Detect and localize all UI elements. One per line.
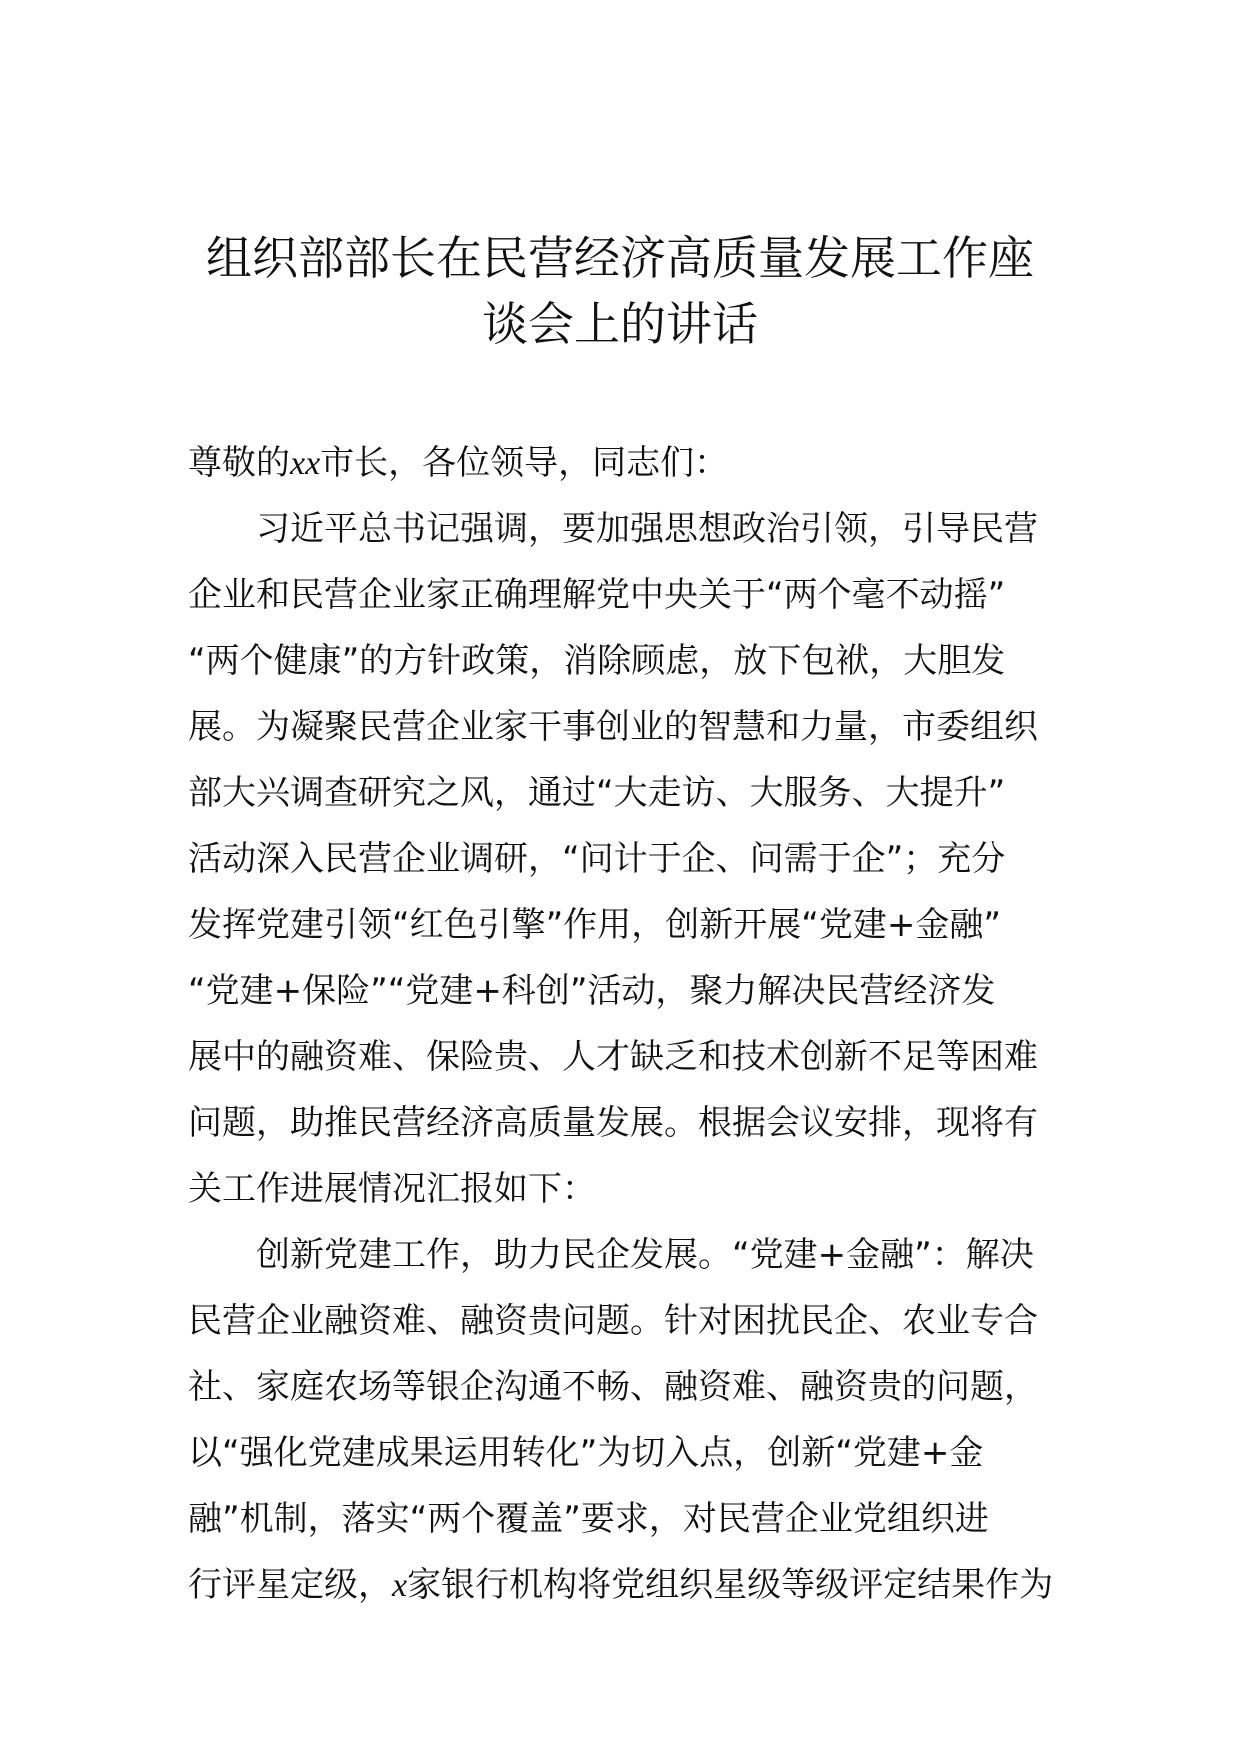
paragraph-last-line xyxy=(188,1552,1056,1618)
salutation-placeholder: xx xyxy=(290,445,321,482)
paragraph-line: 创新党建工作，助力民企发展。“党建+金融”：解决 xyxy=(256,1235,1034,1275)
paragraph-line: 展。为凝聚民营企业家干事创业的智慧和力量，市委组织 xyxy=(188,707,1038,747)
paragraph-2 xyxy=(188,1222,1056,1618)
line-text: 行评星定级， xyxy=(188,1565,392,1605)
paragraph-line: 社、家庭农场等银企沟通不畅、融资难、融资贵的问题， xyxy=(188,1367,1038,1407)
paragraph-line: “两个健康”的方针政策，消除顾虑，放下包袱，大胆发 xyxy=(188,641,1006,681)
title-line-1: 组织部部长在民营经济高质量发展工作座 xyxy=(206,231,1034,285)
paragraph-line: 以“强化党建成果运用转化”为切入点，创新“党建+金 xyxy=(188,1433,984,1473)
paragraph-line: 民营企业融资难、融资贵问题。针对困扰民企、农业专合 xyxy=(188,1301,1038,1341)
paragraph-line: 企业和民营企业家正确理解党中央关于“两个毫不动摇” xyxy=(188,575,1006,615)
line-text-end: 家银行机构将党组织星级等级评定结果作为 xyxy=(407,1565,1054,1605)
paragraph-line: 习近平总书记强调，要加强思想政治引领，引导民营 xyxy=(256,509,1038,549)
paragraph-line: 融”机制，落实“两个覆盖”要求，对民营企业党组织进 xyxy=(188,1499,989,1539)
paragraph-line: 关工作进展情况汇报如下： xyxy=(188,1169,596,1209)
title-line-2: 谈会上的讲话 xyxy=(482,297,758,351)
paragraph-line: “党建+保险”“党建+科创”活动，聚力解决民营经济发 xyxy=(188,971,996,1011)
paragraph-line: 展中的融资难、保险贵、人才缺乏和技术创新不足等困难 xyxy=(188,1037,1038,1077)
line-placeholder: x xyxy=(392,1567,408,1604)
paragraph-line: 活动深入民营企业调研，“问计于企、问需于企”；充分 xyxy=(188,839,1006,879)
paragraph-1 xyxy=(188,496,1056,1222)
salutation xyxy=(188,430,1056,496)
paragraph-line: 问题，助推民营经济高质量发展。根据会议安排，现将有 xyxy=(188,1103,1038,1143)
paragraph-line: 部大兴调查研究之风，通过“大走访、大服务、大提升” xyxy=(188,773,1006,813)
paragraph-line: 发挥党建引领“红色引擎”作用，创新开展“党建+金融” xyxy=(188,905,1001,945)
document-title xyxy=(150,225,1090,357)
salutation-text: 尊敬的 xyxy=(188,443,290,483)
salutation-text-end: 市长，各位领导，同志们： xyxy=(320,443,729,483)
document-body xyxy=(188,430,1056,1618)
